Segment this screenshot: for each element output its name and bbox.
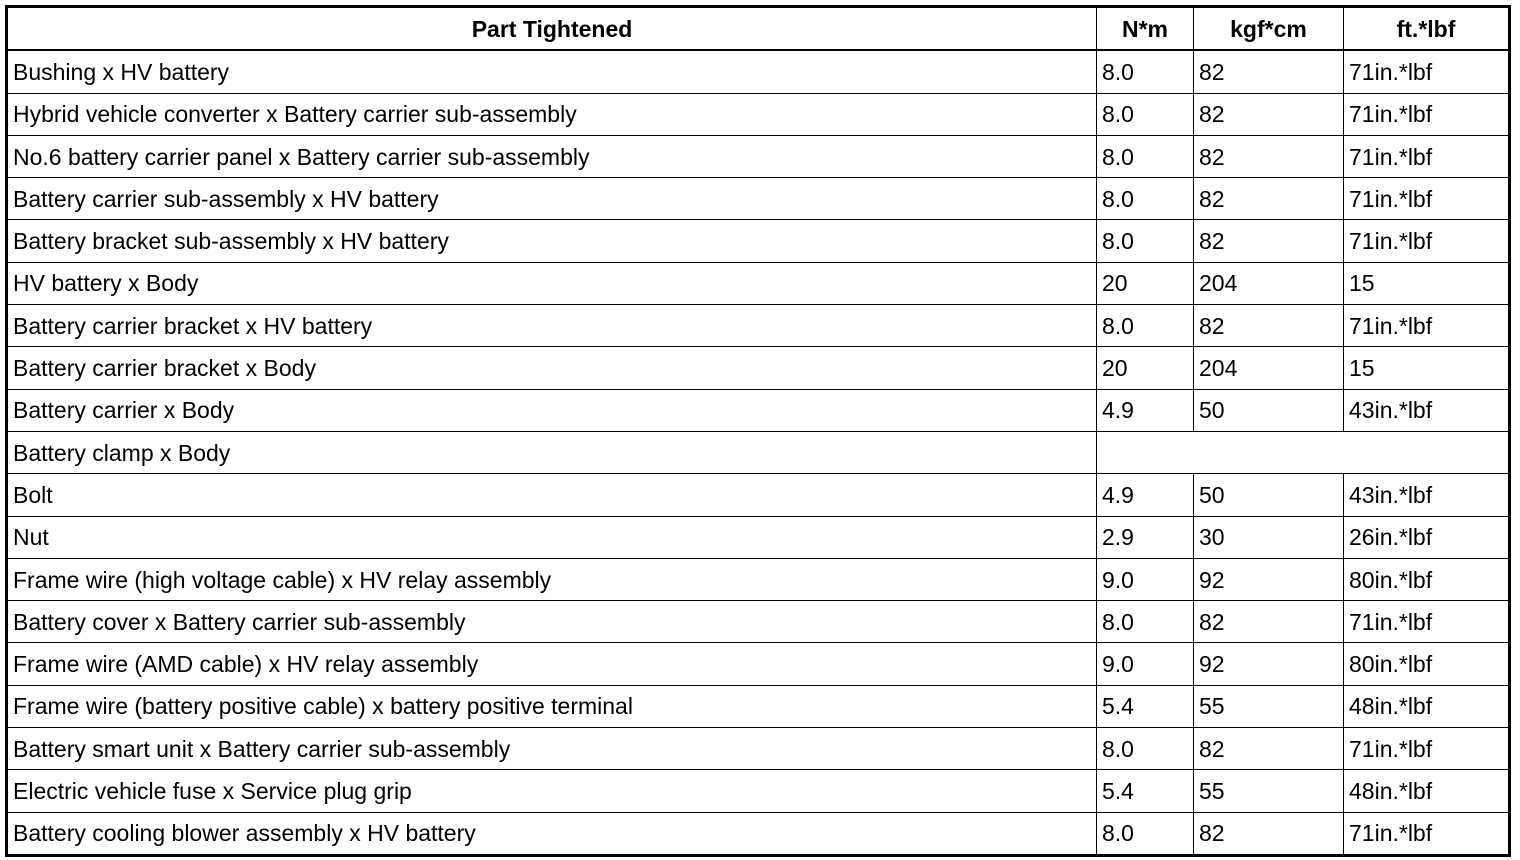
cell-nm: 20 [1097, 262, 1194, 304]
cell-part: HV battery x Body [7, 262, 1097, 304]
cell-nm: 2.9 [1097, 516, 1194, 558]
table-row [7, 516, 1510, 558]
cell-nm: 8.0 [1097, 812, 1194, 855]
cell-kgf-cm: 82 [1194, 178, 1344, 220]
table-row [7, 178, 1510, 220]
cell-kgf-cm: 82 [1194, 220, 1344, 262]
cell-kgf-cm: 50 [1194, 389, 1344, 431]
cell-ft-lbf: 71in.*lbf [1344, 178, 1510, 220]
cell-part: Battery bracket sub-assembly x HV battery [7, 220, 1097, 262]
cell-kgf-cm: 82 [1194, 135, 1344, 177]
cell-ft-lbf: 43in.*lbf [1344, 389, 1510, 431]
cell-nm: 8.0 [1097, 93, 1194, 135]
cell-part: Battery carrier x Body [7, 389, 1097, 431]
table-row [7, 431, 1510, 473]
cell-kgf-cm: 50 [1194, 474, 1344, 516]
cell-ft-lbf: 43in.*lbf [1344, 474, 1510, 516]
table-row [7, 474, 1510, 516]
cell-nm: 8.0 [1097, 50, 1194, 93]
cell-kgf-cm: 92 [1194, 558, 1344, 600]
cell-part: Frame wire (high voltage cable) x HV relay assembly [7, 558, 1097, 600]
header-ft-lbf: ft.*lbf [1344, 7, 1510, 51]
table-row [7, 643, 1510, 685]
table-row [7, 389, 1510, 431]
cell-part: Battery carrier sub-assembly x HV battery [7, 178, 1097, 220]
cell-nm: 20 [1097, 347, 1194, 389]
table-row [7, 135, 1510, 177]
cell-part: Battery smart unit x Battery carrier sub-assembly [7, 728, 1097, 770]
cell-ft-lbf: 48in.*lbf [1344, 685, 1510, 727]
cell-kgf-cm: 82 [1194, 50, 1344, 93]
header-part-tightened: Part Tightened [7, 7, 1097, 51]
table-row [7, 812, 1510, 855]
cell-ft-lbf: 71in.*lbf [1344, 305, 1510, 347]
cell-ft-lbf: 80in.*lbf [1344, 558, 1510, 600]
cell-part: Electric vehicle fuse x Service plug grip [7, 770, 1097, 812]
cell-kgf-cm: 82 [1194, 601, 1344, 643]
table-header-row [7, 7, 1510, 51]
cell-nm: 8.0 [1097, 305, 1194, 347]
cell-part: Hybrid vehicle converter x Battery carrier sub-assembly [7, 93, 1097, 135]
cell-part: Battery carrier bracket x HV battery [7, 305, 1097, 347]
cell-nm: 9.0 [1097, 558, 1194, 600]
cell-ft-lbf: 48in.*lbf [1344, 770, 1510, 812]
cell-ft-lbf: 71in.*lbf [1344, 601, 1510, 643]
cell-ft-lbf: 80in.*lbf [1344, 643, 1510, 685]
cell-part: Battery carrier bracket x Body [7, 347, 1097, 389]
cell-kgf-cm: 82 [1194, 812, 1344, 855]
cell-ft-lbf: 15 [1344, 347, 1510, 389]
cell-ft-lbf: 71in.*lbf [1344, 93, 1510, 135]
cell-empty-values [1097, 431, 1510, 473]
table-row [7, 220, 1510, 262]
cell-part: No.6 battery carrier panel x Battery carrier sub-assembly [7, 135, 1097, 177]
header-nm: N*m [1097, 7, 1194, 51]
cell-ft-lbf: 26in.*lbf [1344, 516, 1510, 558]
cell-kgf-cm: 204 [1194, 347, 1344, 389]
cell-ft-lbf: 71in.*lbf [1344, 220, 1510, 262]
cell-kgf-cm: 92 [1194, 643, 1344, 685]
cell-ft-lbf: 71in.*lbf [1344, 135, 1510, 177]
cell-kgf-cm: 82 [1194, 728, 1344, 770]
cell-part: Battery cover x Battery carrier sub-assembly [7, 601, 1097, 643]
cell-nm: 8.0 [1097, 601, 1194, 643]
table-row [7, 262, 1510, 304]
table-row [7, 305, 1510, 347]
cell-ft-lbf: 71in.*lbf [1344, 812, 1510, 855]
cell-nm: 4.9 [1097, 389, 1194, 431]
cell-kgf-cm: 30 [1194, 516, 1344, 558]
table-row [7, 93, 1510, 135]
header-kgf-cm: kgf*cm [1194, 7, 1344, 51]
table-row [7, 558, 1510, 600]
cell-nm: 4.9 [1097, 474, 1194, 516]
cell-part: Bolt [7, 474, 1097, 516]
cell-ft-lbf: 71in.*lbf [1344, 50, 1510, 93]
cell-nm: 8.0 [1097, 178, 1194, 220]
cell-part: Frame wire (battery positive cable) x battery positive terminal [7, 685, 1097, 727]
table-row [7, 685, 1510, 727]
table-row [7, 347, 1510, 389]
cell-part: Battery clamp x Body [7, 431, 1097, 473]
cell-kgf-cm: 82 [1194, 93, 1344, 135]
cell-kgf-cm: 82 [1194, 305, 1344, 347]
cell-nm: 8.0 [1097, 220, 1194, 262]
table-row [7, 770, 1510, 812]
table-row [7, 601, 1510, 643]
cell-nm: 8.0 [1097, 135, 1194, 177]
cell-ft-lbf: 71in.*lbf [1344, 728, 1510, 770]
cell-part: Nut [7, 516, 1097, 558]
cell-part: Battery cooling blower assembly x HV battery [7, 812, 1097, 855]
cell-nm: 5.4 [1097, 685, 1194, 727]
table-body [7, 50, 1510, 855]
cell-part: Bushing x HV battery [7, 50, 1097, 93]
cell-part: Frame wire (AMD cable) x HV relay assembly [7, 643, 1097, 685]
table-row [7, 50, 1510, 93]
cell-nm: 9.0 [1097, 643, 1194, 685]
table-row [7, 728, 1510, 770]
cell-kgf-cm: 55 [1194, 770, 1344, 812]
cell-kgf-cm: 204 [1194, 262, 1344, 304]
cell-ft-lbf: 15 [1344, 262, 1510, 304]
torque-spec-table [5, 5, 1511, 857]
cell-kgf-cm: 55 [1194, 685, 1344, 727]
cell-nm: 5.4 [1097, 770, 1194, 812]
cell-nm: 8.0 [1097, 728, 1194, 770]
